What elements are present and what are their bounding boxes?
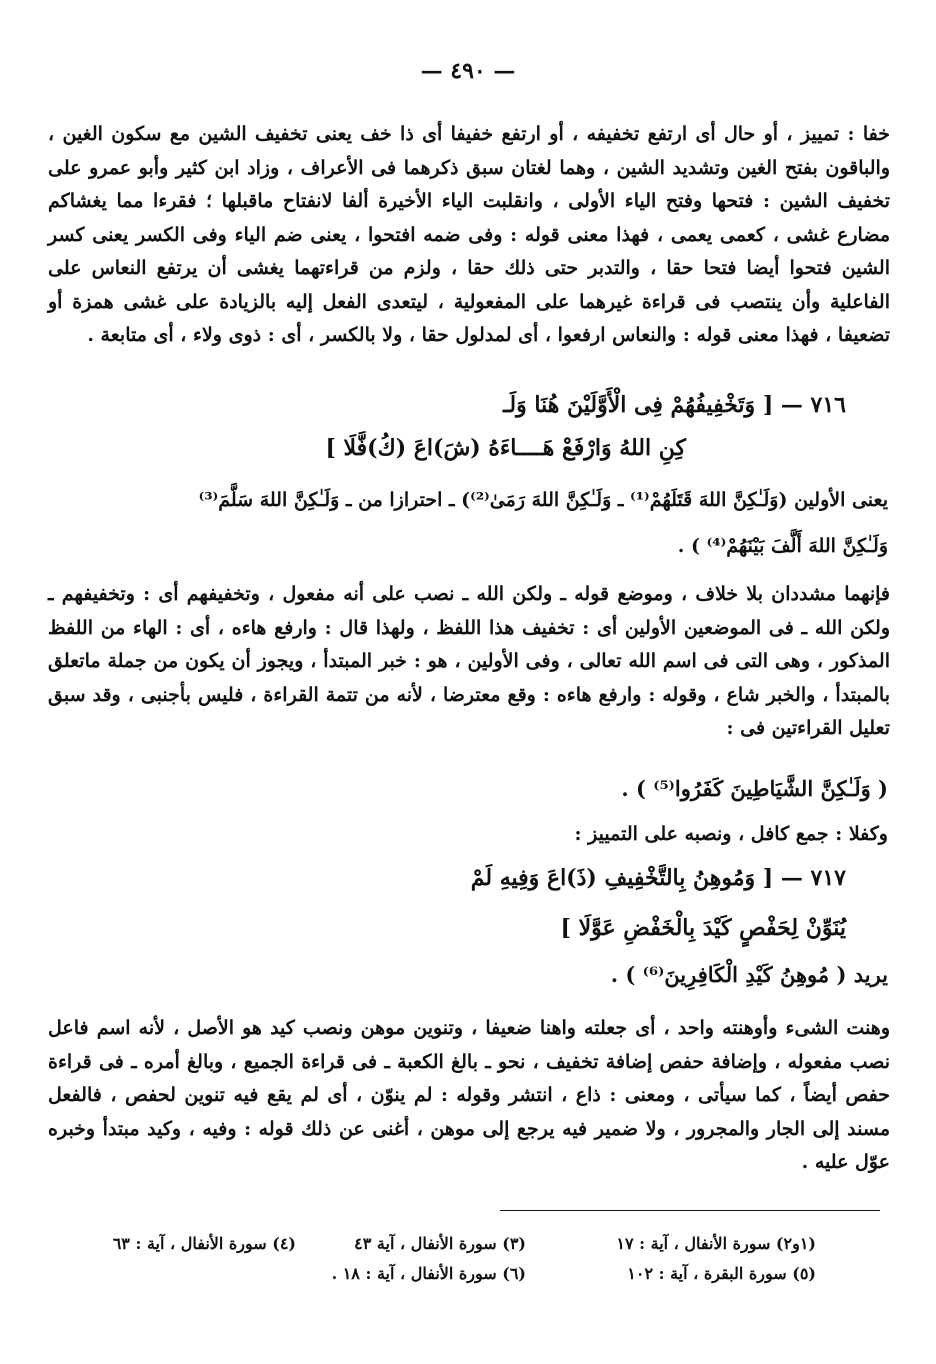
text-line-6: وكفلا : جمع كافل ، ونصبه على التمييز : — [574, 823, 888, 845]
text-line-4: وَلَـٰكِنَّ اللهَ أَلَّفَ بَيْنَهُمْ⁽⁴⁾ ) . — [677, 535, 888, 557]
verse-717-line-1: ٧١٧ — [ وَمُوهِنُ بِالتَّخْفِيفِ (ذَ)اعَ وَفِيهِ لَمْ — [470, 865, 846, 891]
verse-716-line-2: كِنِ اللهُ وَارْفَعْ هَــــاءَهُ (شَ)اعَ (كُ)فَّلَا ] — [325, 435, 686, 461]
text-line-7: يريد ( مُوهِنُ كَيْدِ الْكَافِرِينَ⁽⁶⁾ ) . — [610, 962, 888, 987]
footnote-1-2: (١و٢) سورة الأنفال ، آية : ١٧ — [616, 1234, 816, 1253]
text-line-5: ( وَلَـٰكِنَّ الشَّيَاطِينَ كَفَرُوا⁽⁵⁾ ) . — [621, 776, 888, 801]
footnote-4: (٤) سورة الأنفال ، آية : ٦٣ — [112, 1234, 296, 1253]
verse-717-line-2: يُنَوِّنْ لِحَفْصٍ كَيْدَ بِالْخَفْضِ عَوَّلَا ] — [560, 915, 846, 941]
footnote-separator — [500, 1210, 880, 1211]
verse-716-line-1: ٧١٦ — [ وَتَخْفِيفُهُمْ فِى الْأَوَّلَيْنَ هُنَا وَلَـ — [502, 392, 846, 418]
footnote-5: (٥) سورة البقرة ، آية : ١٠٢ — [627, 1264, 816, 1283]
page-number: — ٤٩٠ — — [420, 58, 516, 84]
paragraph-1: خفا : تمييز ، أو حال أى ارتفع تخفيفه ، أو ارتفع خفيفا أى ذا خف يعنى تخفيف الشين مع سكون الغين ، والباقون بفتح الغين وتشديد الشين ، وهما لغتان سبق ذكرهما فى الأعراف ، وزاد ابن كثير وأبو عمرو على تخفيف الشين : فتحها وفتح الياء الأولى ، وانقلبت الياء الأخيرة ألفا لانفتاح ماقبلها ؛ فقرءا مما يغشاكم مضارع غشى ، كعمى يعمى ، فهذا معنى قوله : وفى ضمه افتحوا ، يعنى ضم الياء وفى الكسر يعنى كسر الشين فتحوا أيضا فتحا حقا ، والتدبر حتى ذلك حقا ، ولزم من قراءتهما يغشى أن يرتفع النعاس على الفاعلية وأن ينتصب فى قراءة غيرهما على المفعولية ، ليتعدى الفعل إليه بالزيادة على غشى همزة أو تضعيفا ، فهذا معنى قوله : والنعاس ارفعوا ، أى لمدلول حقا ، ولا بالكسر ، أى : ذوى ولاء ، أى متابعة . — [48, 123, 890, 346]
paragraph-3: وهنت الشىء وأوهنته واحد ، أى جعلته واهنا ضعيفا ، وتنوين موهن ونصب كيد هو الأصل ، لأنه اسم فاعل نصب مفعوله ، وإضافة حفص إضافة تخفيف ، نحو ـ بالغ الكعبة ـ فى قراءة الجميع ، وبالغ أمره ـ فى قراءة حفص أيضاً ، كما سيأتى ، ومعنى : ذاع ، انتشر وقوله : لم ينوّن ، أى لم يقع فيه تنوين لحفص ، فالفعل مسند إلى الجار والمجرور ، ولا ضمير فيه يرجع إلى موهن ، أغنى عن ذلك قوله : وفيه ، وكيد مبتدأ وخبره عوّل عليه . — [48, 1017, 891, 1173]
paragraph-2: فإنهما مشددان بلا خلاف ، وموضع قوله ـ ولكن الله ـ نصب على أنه مفعول ، وتخفيفهم أى : وتخفيفهم ـ ولكن الله ـ فى الموضعين الأولين أى : تخفيف هذا اللفظ ، ولهذا قال : وارفع هاءه ، أى : الهاء من اللفظ المذكور ، وهى التى فى اسم الله تعالى ، وفى الأولين ، هو : خبر المبتدأ ، ويجوز أن يكون من جملة ماتعلق بالمبتدأ ، والخبر شاع ، وقوله : وارفع هاءه : وقع معترضا ، لأنه من تتمة القراءة ، فليس بأجنبى ، وقد سبق تعليل القراءتين فى : — [48, 583, 890, 739]
footnote-3: (٣) سورة الأنفال ، آية ٤٣ — [354, 1234, 526, 1253]
footnote-6: (٦) سورة الأنفال ، آية : ١٨ . — [331, 1264, 526, 1283]
text-line-3: يعنى الأولين (وَلَـٰكِنَّ اللهَ قَتَلَهُمْ⁽¹⁾ ـ وَلَـٰكِنَّ اللهَ رَمَىٰ⁽²⁾) ـ احترازا من ـ وَلَـٰكِنَّ اللهَ سَلَّمَ⁽³⁾ — [198, 489, 888, 511]
